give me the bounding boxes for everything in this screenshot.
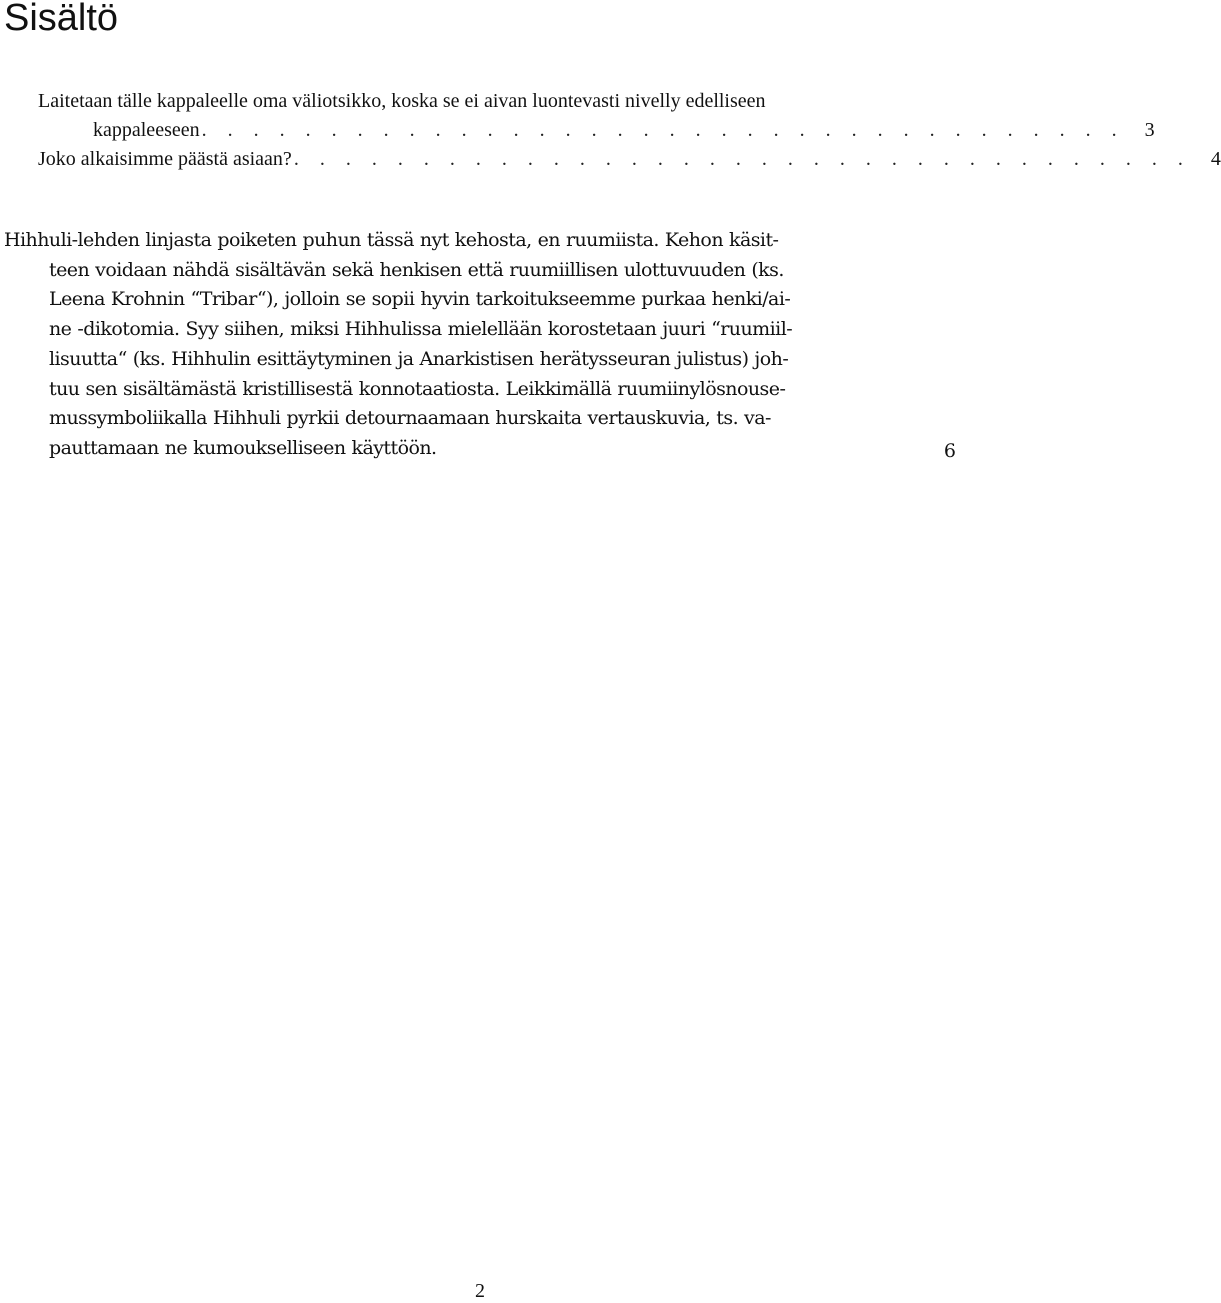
toc-page-number: 4 bbox=[1210, 148, 1221, 170]
paragraph-page-number: 6 bbox=[943, 440, 956, 462]
paragraph-line: mussymboliikalla Hihhuli pyrkii detournaamaan hurskaita vertauskuvia, ts. va- bbox=[49, 407, 771, 430]
dot-leader: . . . . . . . . . . . . . . . . . . . . . . . . . . . . . . . . . . . . bbox=[201, 119, 1125, 141]
toc-entry-title-continued: kappaleeseen bbox=[93, 119, 200, 141]
paragraph-text bbox=[4, 226, 960, 464]
toc-paragraph-entry[interactable] bbox=[4, 226, 960, 464]
paragraph-line: Hihhuli-lehden linjasta poiketen puhun tässä nyt kehosta, en ruumiista. Kehon käsit- bbox=[4, 229, 779, 251]
paragraph-line: Leena Krohnin “Tribar“), jolloin se sopii hyvin tarkoitukseemme purkaa henki/ai- bbox=[49, 288, 791, 311]
table-of-contents bbox=[0, 87, 1221, 174]
paragraph-line: teen voidaan nähdä sisältävän sekä henkisen että ruumiillisen ulottuvuuden (ks. bbox=[49, 258, 784, 281]
dot-leader: . . . . . . . . . . . . . . . . . . . . . . . . . . . . . . . . . . . bbox=[293, 148, 1191, 170]
toc-page-number: 3 bbox=[1144, 119, 1155, 141]
toc-entry[interactable] bbox=[0, 87, 1155, 145]
paragraph-line: pauttamaan ne kumoukselliseen käyttöön. bbox=[49, 436, 437, 459]
page-title: Sisältö bbox=[4, 0, 119, 39]
toc-entry-title: Laitetaan tälle kappaleelle oma väliotsikko, koska se ei aivan luontevasti nivelly edelliseen bbox=[38, 90, 766, 112]
paragraph-line: tuu sen sisältämästä kristillisestä konnotaatiosta. Leikkimällä ruumiinylösnouse- bbox=[49, 377, 786, 400]
paragraph-line: ne -dikotomia. Syy siihen, miksi Hihhulissa mielellään korostetaan juuri “ruumiil- bbox=[49, 318, 793, 341]
toc-entry[interactable] bbox=[0, 145, 1221, 174]
footer-page-number: 2 bbox=[475, 1280, 485, 1302]
paragraph-line: lisuutta“ (ks. Hihhulin esittäytyminen ja Anarkistisen herätysseuran julistus) joh- bbox=[49, 347, 789, 370]
toc-entry-title: Joko alkaisimme päästä asiaan? bbox=[38, 148, 292, 170]
toc-entry-continuation bbox=[93, 116, 1155, 145]
toc-entry-row bbox=[38, 145, 1221, 174]
